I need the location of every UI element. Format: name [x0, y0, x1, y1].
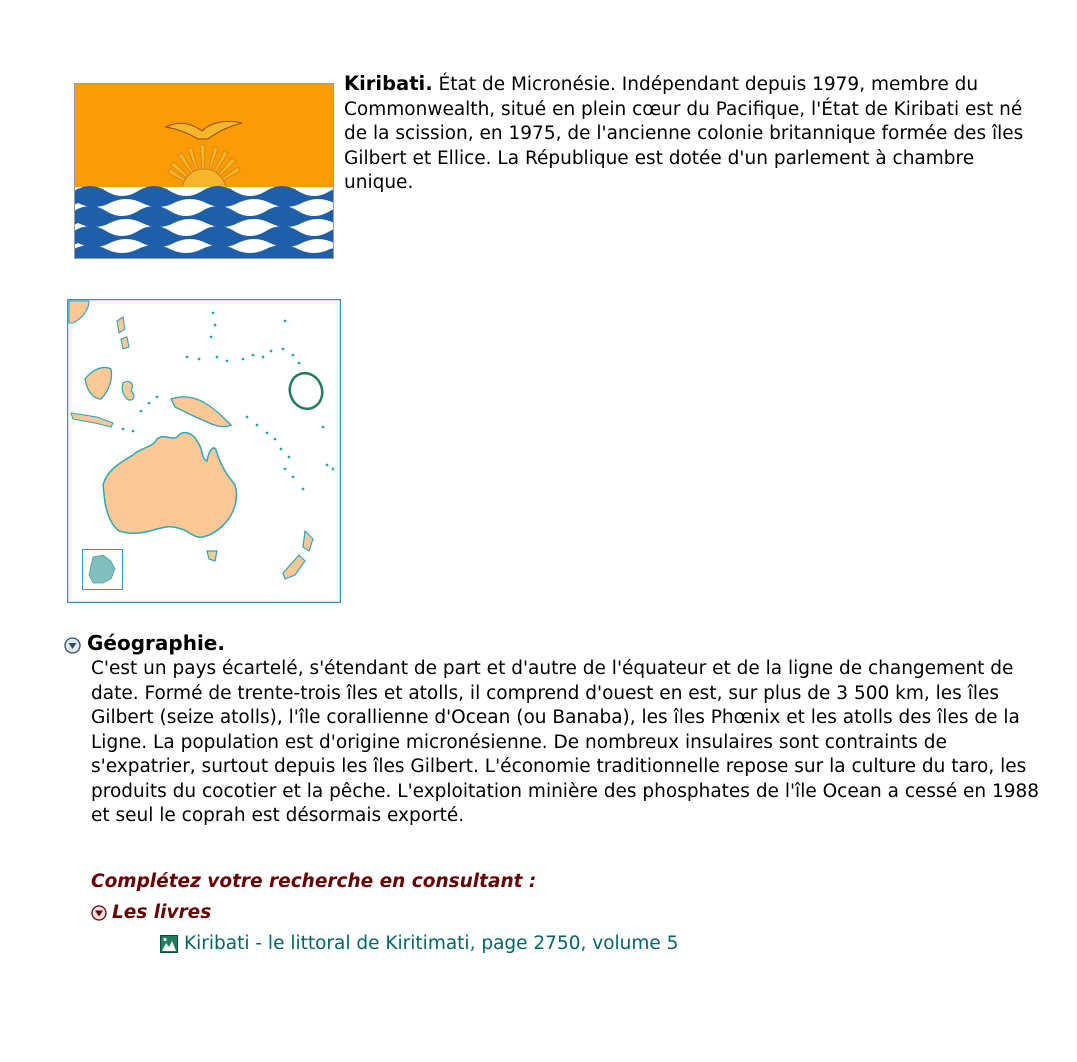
book-reference-link-text[interactable]: Kiribati - le littoral de Kiritimati, page 2750, volume 5 [184, 933, 679, 954]
consult-label: Complétez votre recherche en consultant : [91, 871, 537, 892]
kiribati-flag-image [74, 83, 334, 259]
oceania-map-image [67, 299, 341, 603]
geographie-paragraph: C'est un pays écartelé, s'étendant de part et d'autre de l'équateur et de la ligne de changement de date. Formé de trente-trois îles et atolls, il comprend d'ouest en est, sur plus de 3 500 km, les îles Gilbert (seize atolls), l'île corallienne d'Ocean (ou Banaba), les îles Phœnix et les atolls des îles de la Ligne. La population est d'origine micronésienne. De nombreux insulaires sont contraints de s'expatrier, surtout depuis les îles Gilbert. L'économie traditionnelle repose sur la culture du taro, les produits du cocotier et la pêche. L'exploitation minière des phosphates de l'île Ocean a cessé en 1988 et seul le coprah est désormais exporté. [91, 658, 1040, 826]
books-label: Les livres [112, 902, 212, 923]
geographie-heading [64, 631, 225, 655]
intro-text: État de Micronésie. Indépendant depuis 1979, membre du Commonwealth, situé en plein cœur du Pacifique, l'État de Kiribati est né de la scission, en 1975, de l'ancienne colonie britannique formée des îles Gilbert et Ellice. La République est dotée d'un parlement à chambre unique. [344, 74, 1024, 193]
book-reference-link[interactable] [160, 933, 678, 954]
geographie-heading-text: Géographie. [87, 631, 225, 655]
intro-paragraph [344, 72, 1034, 196]
country-title: Kiribati. [344, 72, 433, 95]
image-document-icon [160, 935, 178, 953]
down-arrow-bullet-icon [91, 905, 107, 921]
down-arrow-bullet-icon[interactable] [64, 635, 81, 652]
books-section-toggle[interactable] [91, 902, 211, 923]
